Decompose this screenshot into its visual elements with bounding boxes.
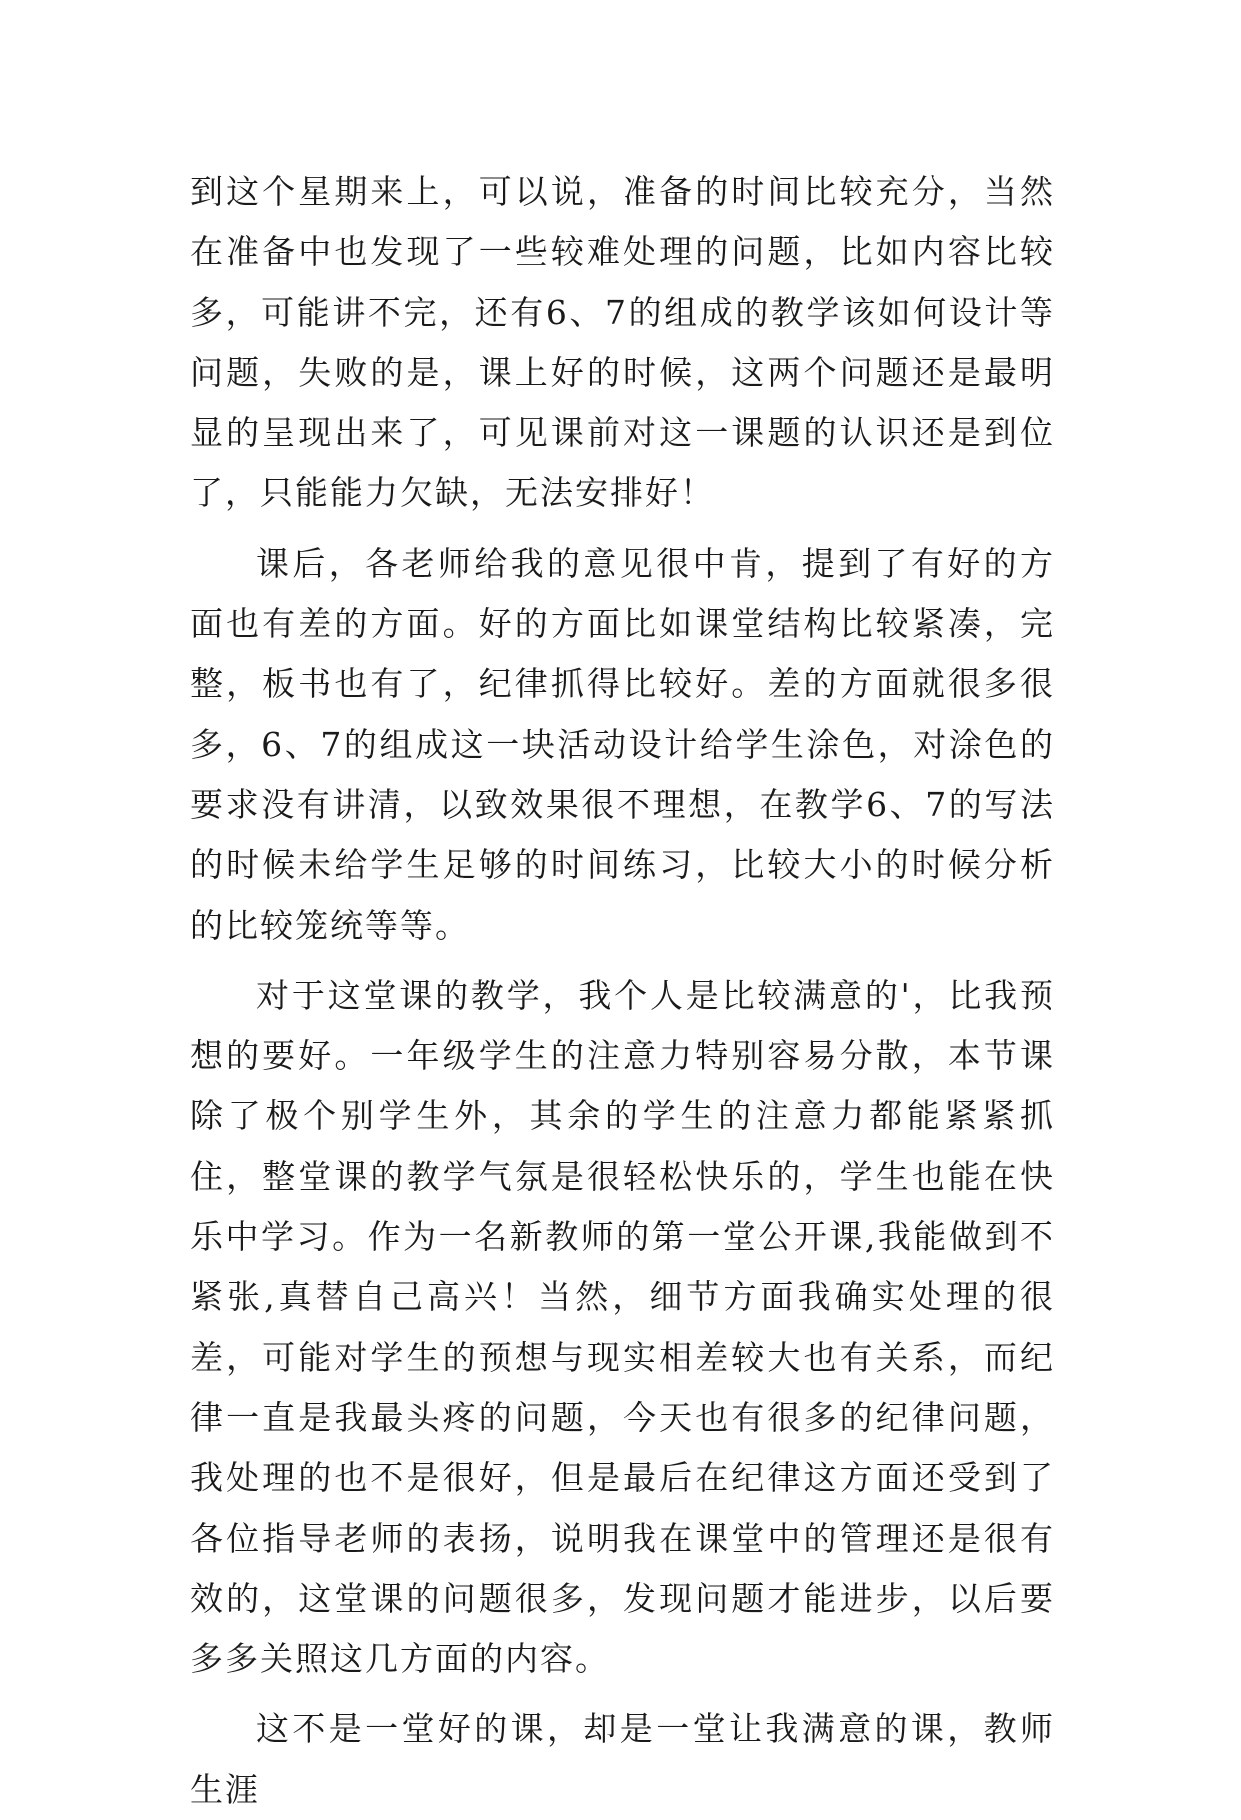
paragraph: 对于这堂课的教学，我个人是比较满意的'，比我预想的要好。一年级学生的注意力特别容易分散，本节课除了极个别学生外，其余的学生的注意力都能紧紧抓住，整堂课的教学气氛是很轻松快乐的，学生也能在快乐中学习。作为一名新教师的第一堂公开课,我能做到不紧张,真替自己高兴！当然，细节方面我确实处理的很差，可能对学生的预想与现实相差较大也有关系，而纪律一直是我最头疼的问题，今天也有很多的纪律问题，我处理的也不是很好，但是最后在纪律这方面还受到了各位指导老师的表扬，说明我在课堂中的管理还是很有效的，这堂课的问题很多，发现问题才能进步，以后要多多关照这几方面的内容。: [190, 975, 1055, 1679]
document-body: [190, 162, 1055, 1820]
paragraph: 这不是一堂好的课，却是一堂让我满意的课，教师生涯: [190, 1709, 1055, 1809]
paragraph: 到这个星期来上，可以说，准备的时间比较充分，当然在准备中也发现了一些较难处理的问题，比如内容比较多，可能讲不完，还有6、7的组成的教学该如何设计等问题，失败的是，课上好的时候，这两个问题还是最明显的呈现出来了，可见课前对这一课题的认识还是到位了，只能能力欠缺，无法安排好！: [190, 172, 1055, 513]
paragraph: 课后，各老师给我的意见很中肯，提到了有好的方面也有差的方面。好的方面比如课堂结构比较紧凑，完整，板书也有了，纪律抓得比较好。差的方面就很多很多，6、7的组成这一块活动设计给学生涂色，对涂色的要求没有讲清，以致效果很不理想，在教学6、7的写法的时候未给学生足够的时间练习，比较大小的时候分析的比较笼统等等。: [190, 543, 1055, 945]
